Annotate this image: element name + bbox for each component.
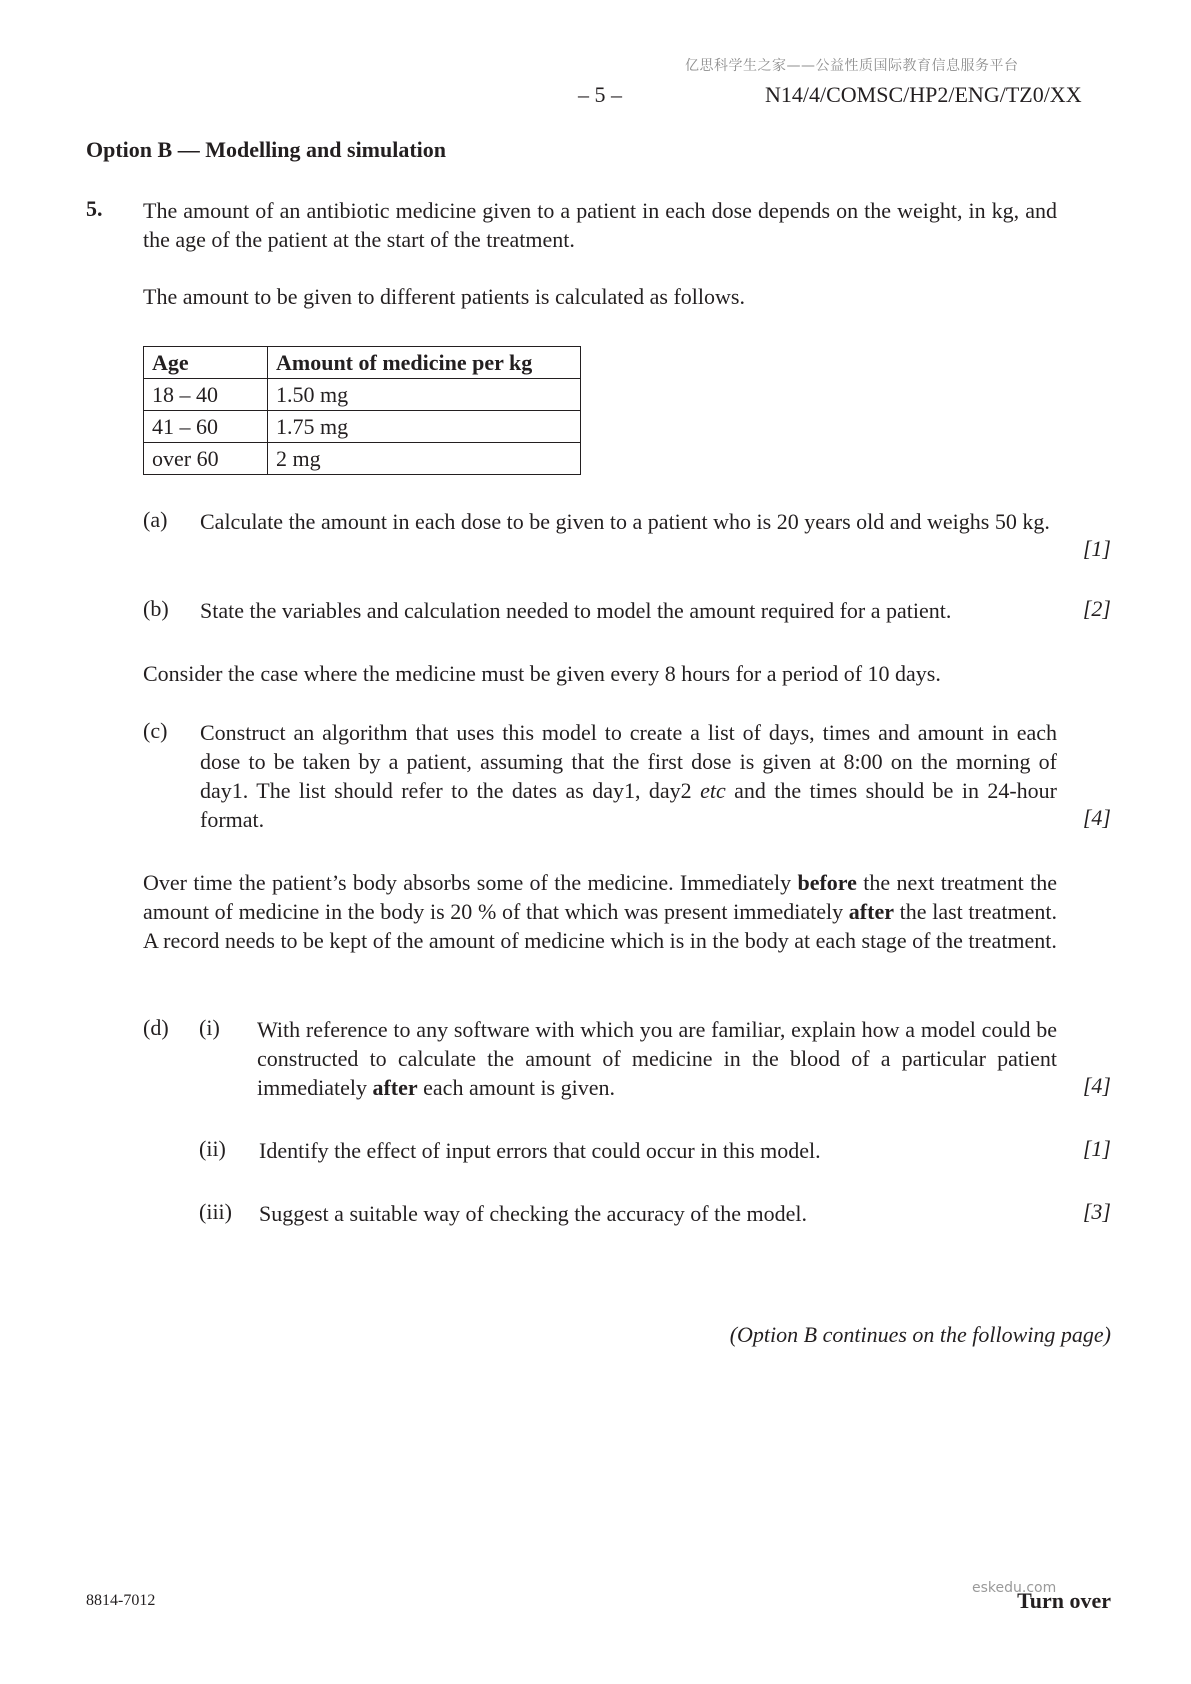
- part-c-text-1: Construct an algorithm that uses this model to create a list of days, times and amount in each dose to be taken by a patient, assuming that the first dose is given at 8:00 on the morning of day1. The list should refer to the dates as day1, day2: [200, 720, 1057, 803]
- part-d-ii-text: Identify the effect of input errors that could occur in this model.: [259, 1138, 821, 1163]
- table-header-row: [144, 347, 581, 379]
- part-c-text-2: and the times should be in 24-hour format.: [200, 778, 1057, 832]
- part-b-text: State the variables and calculation needed to model the amount required for a patient.: [200, 598, 952, 623]
- question-number: 5.: [86, 196, 103, 221]
- table-row: [144, 443, 581, 475]
- table-cell-age: over 60: [144, 443, 268, 475]
- absorption-bold-after: after: [848, 899, 894, 924]
- part-d-i-text-2: each amount is given.: [417, 1075, 615, 1100]
- part-d-ii-label: (ii): [199, 1136, 226, 1161]
- turn-over: Turn over: [1017, 1588, 1111, 1613]
- footer-code: 8814-7012: [86, 1592, 156, 1609]
- page-number: – 5 –: [578, 82, 622, 107]
- part-a-marks: [1]: [1082, 536, 1111, 561]
- table-header-age: Age: [144, 347, 268, 379]
- table-row: [144, 411, 581, 443]
- part-b-marks: [2]: [1082, 596, 1111, 621]
- absorption-text-2: the next treatment the amount of medicine in the body is 20 % of that which was present immediately: [143, 870, 1057, 924]
- dosage-table: [143, 346, 581, 475]
- part-c-text: [200, 718, 1057, 834]
- part-d-i-text: [257, 1015, 1057, 1102]
- absorption-text-1: Over time the patient’s body absorbs some of the medicine. Immediately: [143, 870, 798, 895]
- part-c-marks: [4]: [1082, 805, 1111, 830]
- part-c-etc: etc: [700, 778, 726, 803]
- table-cell-amount: 1.75 mg: [268, 411, 581, 443]
- part-d-ii-marks: [1]: [1082, 1136, 1111, 1161]
- part-d-iii-marks: [3]: [1082, 1199, 1111, 1224]
- table-row: [144, 379, 581, 411]
- footer-watermark: eskedu.com: [972, 1580, 1057, 1596]
- part-a-text: Calculate the amount in each dose to be given to a patient who is 20 years old and weighs 50 kg.: [200, 509, 1050, 534]
- part-d-iii-label: (iii): [199, 1199, 232, 1224]
- table-cell-amount: 1.50 mg: [268, 379, 581, 411]
- consider-text: Consider the case where the medicine must be given every 8 hours for a period of 10 days.: [143, 661, 941, 686]
- absorption-paragraph: [143, 868, 1057, 955]
- part-c-label: (c): [143, 718, 168, 743]
- header-watermark: 亿思科学生之家——公益性质国际教育信息服务平台: [685, 58, 1019, 74]
- table-header-amount: Amount of medicine per kg: [268, 347, 581, 379]
- table-cell-amount: 2 mg: [268, 443, 581, 475]
- table-cell-age: 41 – 60: [144, 411, 268, 443]
- part-d-i-marks: [4]: [1082, 1073, 1111, 1098]
- part-d-i-label: (i): [199, 1015, 220, 1040]
- calc-intro: The amount to be given to different patients is calculated as follows.: [143, 284, 745, 309]
- part-d-i-text-1: With reference to any software with which you are familiar, explain how a model could be constructed to calculate the amount of medicine in the blood of a particular patient immediately: [257, 1017, 1057, 1100]
- part-d-label: (d): [143, 1015, 169, 1040]
- question-intro: The amount of an antibiotic medicine given to a patient in each dose depends on the weight, in kg, and the age of the patient at the start of the treatment.: [143, 198, 1057, 252]
- part-a-label: (a): [143, 507, 168, 532]
- part-d-i-bold-after: after: [372, 1075, 418, 1100]
- absorption-text-3: the last treatment. A record needs to be kept of the amount of medicine which is in the body at each stage of the treatment.: [143, 899, 1057, 953]
- continues-note: (Option B continues on the following page): [729, 1322, 1111, 1347]
- paper-code: N14/4/COMSC/HP2/ENG/TZ0/XX: [765, 82, 1082, 107]
- part-d-iii-text: Suggest a suitable way of checking the accuracy of the model.: [259, 1201, 807, 1226]
- section-heading: Option B — Modelling and simulation: [86, 137, 447, 162]
- part-b-label: (b): [143, 596, 169, 621]
- table-cell-age: 18 – 40: [144, 379, 268, 411]
- absorption-bold-before: before: [797, 870, 857, 895]
